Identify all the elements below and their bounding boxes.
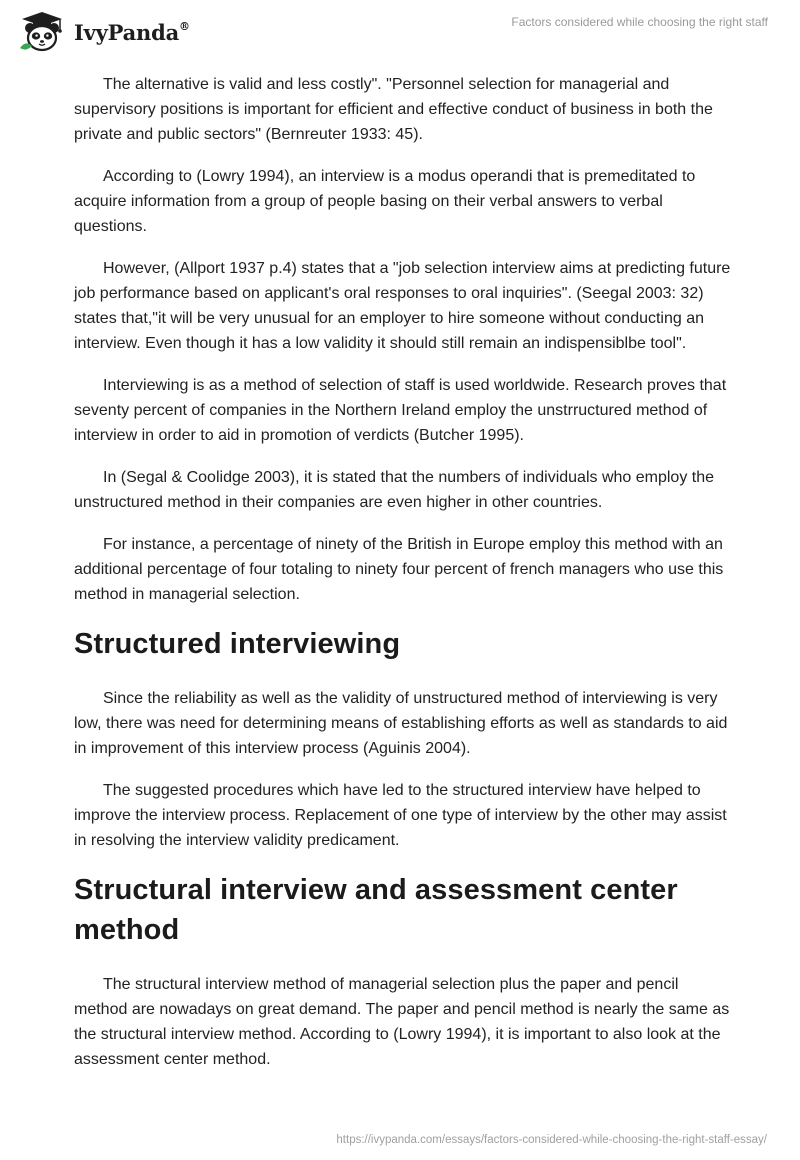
paragraph: The alternative is valid and less costly". "Personnel selection for managerial and supervisory positions is important for efficient and effective conduct of business in both the private and public sectors" (Bernreuter 1933: 45).	[74, 76, 713, 143]
paragraph: For instance, a percentage of ninety of the British in Europe employ this method with an additional percentage of four totaling to ninety four percent of french managers who use this method in managerial selection.	[74, 536, 724, 603]
paragraph: The suggested procedures which have led to the structured interview have helped to improve the interview process. Replacement of one type of interview by the other may assist in resolving the interview validity predicament.	[74, 782, 727, 849]
paragraph: According to (Lowry 1994), an interview is a modus operandi that is premeditated to acquire information from a group of people basing on their verbal answers to verbal questions.	[74, 168, 696, 235]
section-heading-structured-interviewing: Structured interviewing	[74, 628, 401, 660]
source-url[interactable]: https://ivypanda.com/essays/factors-considered-while-choosing-the-right-staff-essay/	[336, 1134, 767, 1146]
paragraph: The structural interview method of managerial selection plus the paper and pencil method are nowadays on great demand. The paper and pencil method is nearly the same as the structural interview method. According to (Lowry 1994), it is important to also look at the assessment center method.	[74, 976, 730, 1068]
paragraph: However, (Allport 1937 p.4) states that a "job selection interview aims at predicting future job performance based on applicant's oral responses to oral inquiries". (Seegal 2003: 32) states that,"it will be very unusual for an employer to hire someone without conducting an interview. Even though it has a low validity it should still remain an indispensiblbe tool".	[74, 260, 731, 352]
paragraph: Interviewing is as a method of selection of staff is used worldwide. Research proves that seventy percent of companies in the Northern Ireland employ the unstrructured method of interview in order to aid in promotion of verdicts (Butcher 1995).	[74, 377, 727, 444]
panda-graduate-icon	[16, 10, 68, 54]
site-logo[interactable]	[16, 10, 190, 54]
paragraph: In (Segal & Coolidge 2003), it is stated that the numbers of individuals who employ the unstructured method in their companies are even higher in other countries.	[74, 469, 715, 511]
section-heading-assessment-center: Structural interview and assessment center method	[74, 874, 678, 946]
essay-body	[74, 72, 734, 1089]
logo-text: IvyPanda®	[74, 19, 190, 45]
paragraph: Since the reliability as well as the validity of unstructured method of interviewing is very low, there was need for determining means of establishing efforts as well as standards to aid in improvement of this interview process (Aguinis 2004).	[74, 690, 728, 757]
document-title: Factors considered while choosing the right staff	[511, 15, 768, 29]
registered-mark: ®	[179, 19, 190, 33]
page-header	[0, 0, 800, 60]
